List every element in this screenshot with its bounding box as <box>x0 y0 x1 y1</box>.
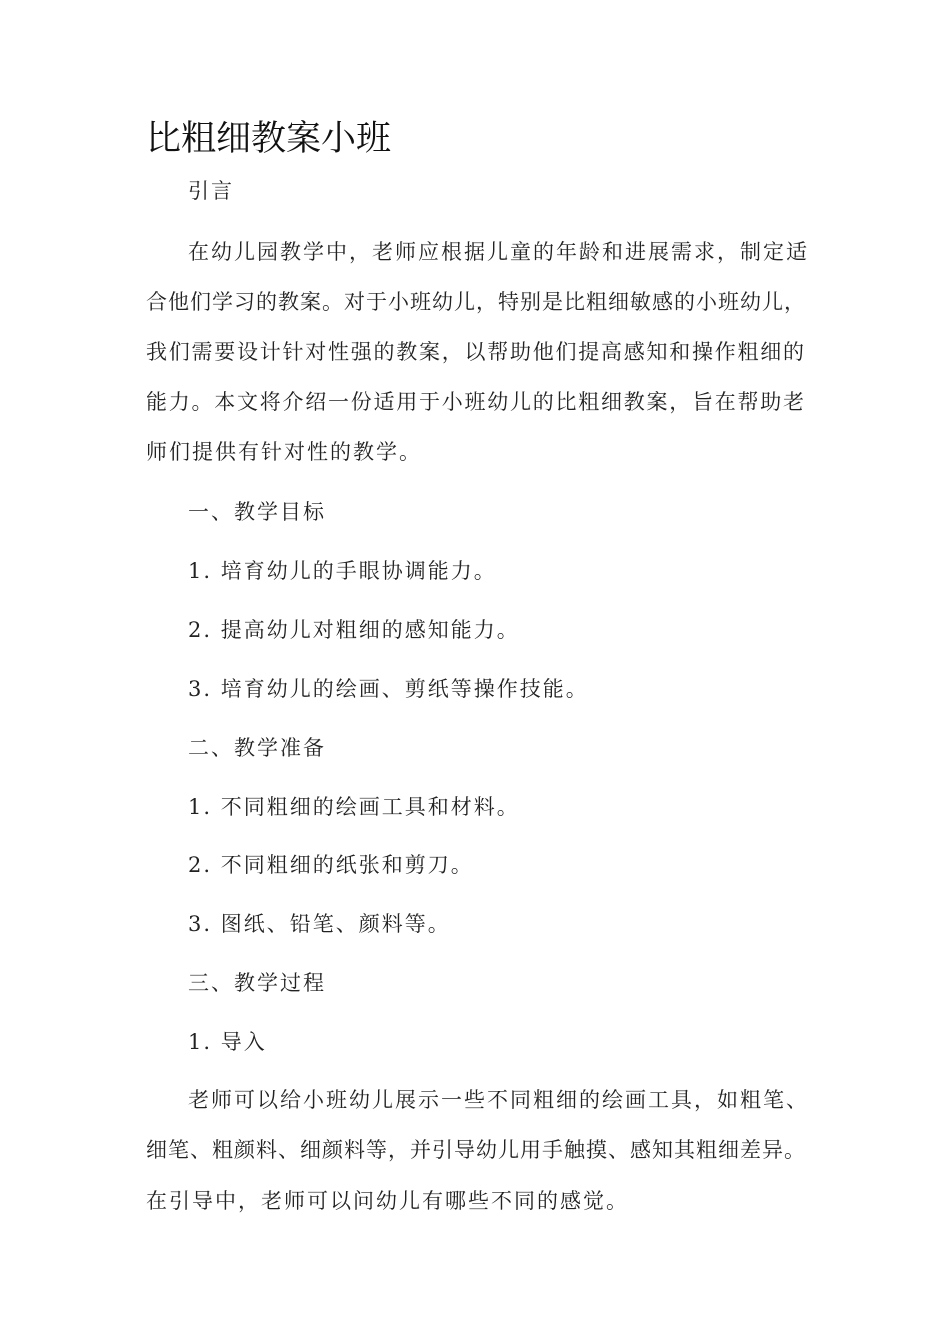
list-item: 3. 培育幼儿的绘画、剪纸等操作技能。 <box>188 677 589 701</box>
paragraph-line: 在幼儿园教学中，老师应根据儿童的年龄和进展需求，制定适 <box>188 240 809 264</box>
paragraph-line: 细笔、粗颜料、细颜料等，并引导幼儿用手触摸、感知其粗细差异。 <box>146 1138 806 1162</box>
list-item: 3. 图纸、铅笔、颜料等。 <box>188 912 451 936</box>
paragraph-line: 老师可以给小班幼儿展示一些不同粗细的绘画工具，如粗笔、 <box>188 1088 809 1112</box>
paragraph-line: 在引导中，老师可以问幼儿有哪些不同的感觉。 <box>146 1189 629 1213</box>
heading-introduction: 引言 <box>188 179 234 203</box>
paragraph-line: 合他们学习的教案。对于小班幼儿，特别是比粗细敏感的小班幼儿， <box>146 290 806 314</box>
paragraph-line: 我们需要设计针对性强的教案，以帮助他们提高感知和操作粗细的 <box>146 340 806 364</box>
list-item: 2. 不同粗细的纸张和剪刀。 <box>188 853 474 877</box>
list-item: 2. 提高幼儿对粗细的感知能力。 <box>188 618 520 642</box>
paragraph-line: 师们提供有针对性的教学。 <box>146 440 422 464</box>
section-heading-preparation: 二、教学准备 <box>188 736 326 760</box>
paragraph-line: 能力。本文将介绍一份适用于小班幼儿的比粗细教案，旨在帮助老 <box>146 390 806 414</box>
section-heading-goals: 一、教学目标 <box>188 500 326 524</box>
section-heading-process: 三、教学过程 <box>188 971 326 995</box>
list-item: 1. 不同粗细的绘画工具和材料。 <box>188 795 520 819</box>
subheading-introduction: 1. 导入 <box>188 1030 267 1054</box>
document-title: 比粗细教案小班 <box>146 119 392 159</box>
list-item: 1. 培育幼儿的手眼协调能力。 <box>188 559 497 583</box>
